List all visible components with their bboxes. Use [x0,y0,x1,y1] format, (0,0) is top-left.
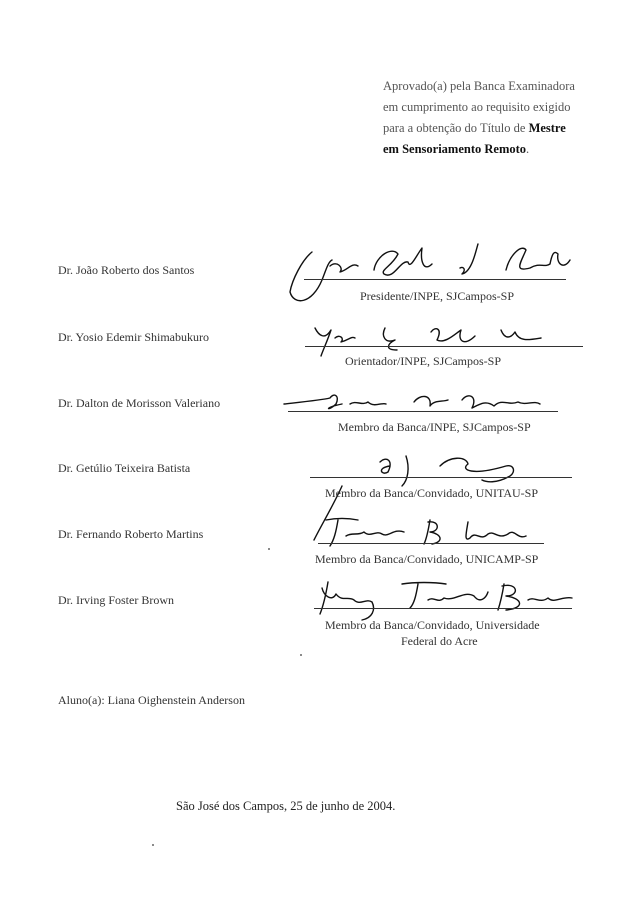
approval-line-3-text: para a obtenção do Título de [383,121,529,135]
degree-title: Mestre [528,121,566,135]
signature-line [288,411,558,412]
approval-line-2: em cumprimento ao requisito exigido [383,100,571,114]
signature-line [314,608,572,609]
signature-line [318,543,544,544]
committee-member-name: Dr. João Roberto dos Santos [58,263,195,277]
scan-speck [300,654,302,656]
committee-member-name: Dr. Getúlio Teixeira Batista [58,461,191,475]
student-name: Aluno(a): Liana Oighenstein Anderson [58,693,245,707]
signature-line [310,477,572,478]
committee-member-role: Membro da Banca/Convidado, UNITAU-SP [325,486,539,500]
scan-speck [152,844,154,846]
signature-mark [314,576,576,624]
signature-line [304,279,566,280]
committee-member-role: Orientador/INPE, SJCampos-SP [345,354,501,368]
approval-line-3 [383,118,603,139]
program-name: em Sensoriamento Remoto [383,142,527,156]
signature-line [305,346,583,347]
approval-statement [383,76,603,160]
signature-mark [318,512,548,550]
place-and-date: São José dos Campos, 25 de junho de 2004. [176,799,396,813]
approval-line-4 [383,139,603,160]
approval-line-4-suffix: . [526,142,530,156]
signature-mark [282,386,562,422]
scan-speck [268,548,270,550]
committee-member-name: Dr. Yosio Edemir Shimabukuro [58,330,210,344]
committee-member-role: Membro da Banca/Convidado, Universidade [325,618,540,632]
approval-line-1: Aprovado(a) pela Banca Examinadora [383,79,575,93]
committee-member-role: Presidente/INPE, SJCampos-SP [360,289,515,303]
committee-member-name: Dr. Dalton de Morisson Valeriano [58,396,221,410]
committee-member-role: Membro da Banca/INPE, SJCampos-SP [338,420,531,434]
committee-member-role-line-2: Federal do Acre [401,634,478,648]
committee-member-name: Dr. Irving Foster Brown [58,593,174,607]
committee-member-name: Dr. Fernando Roberto Martins [58,527,204,541]
committee-member-role: Membro da Banca/Convidado, UNICAMP-SP [315,552,539,566]
